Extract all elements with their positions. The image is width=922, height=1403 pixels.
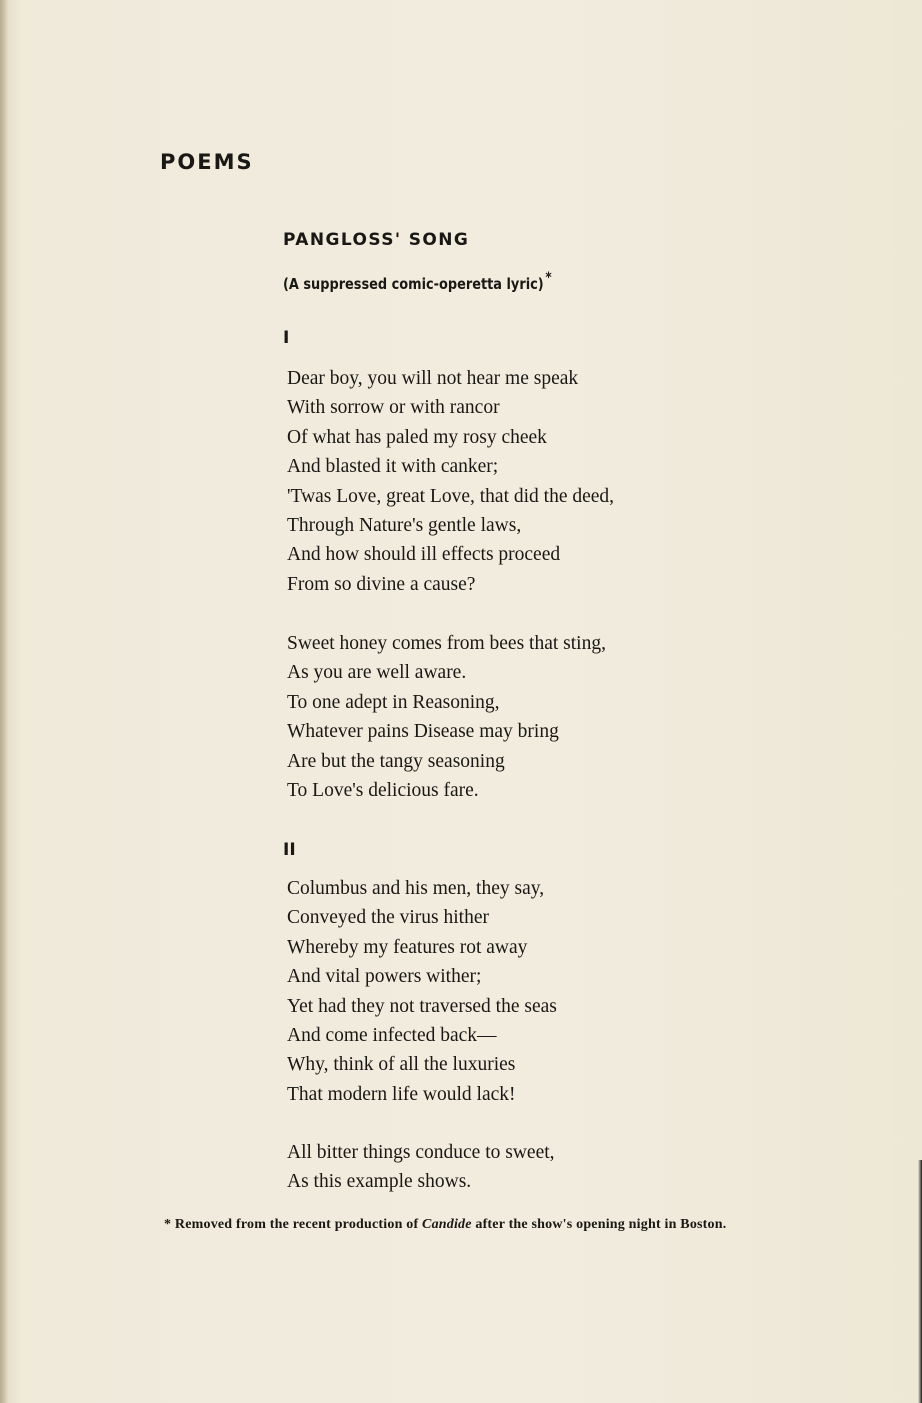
poem-line: To one adept in Reasoning, bbox=[287, 691, 500, 713]
stanza-2 bbox=[287, 629, 606, 805]
poem-line: Of what has paled my rosy cheek bbox=[287, 426, 547, 448]
footnote-italic-title: Candide bbox=[422, 1217, 472, 1232]
poem-line: Whereby my features rot away bbox=[287, 936, 528, 958]
footnote-reference-mark: * bbox=[545, 270, 552, 286]
poem-line: Are but the tangy seasoning bbox=[287, 750, 505, 772]
poem-line: And come infected back— bbox=[287, 1025, 497, 1047]
spine-shadow bbox=[0, 0, 8, 1403]
poem-line: And how should ill effects proceed bbox=[287, 544, 561, 566]
part-numeral-1: I bbox=[283, 328, 290, 348]
poem-line: And blasted it with canker; bbox=[287, 456, 499, 478]
page-edge-shadow bbox=[918, 1160, 922, 1403]
poem-line: Why, think of all the luxuries bbox=[287, 1054, 516, 1076]
poem-line: Through Nature's gentle laws, bbox=[287, 515, 522, 537]
footnote-text: Removed from the recent production of bbox=[174, 1217, 419, 1232]
poem-title: PANGLOSS' SONG bbox=[283, 230, 470, 250]
poem-line: 'Twas Love, great Love, that did the deed, bbox=[287, 485, 615, 507]
poem-line: Sweet honey comes from bees that sting, bbox=[287, 633, 606, 654]
poem-line: Conveyed the virus hither bbox=[287, 907, 489, 929]
poem-subtitle-text: (A suppressed comic-operetta lyric) bbox=[283, 275, 544, 293]
poem-line: All bitter things conduce to sweet, bbox=[287, 1142, 555, 1163]
footnote bbox=[164, 1215, 868, 1234]
footnote-mark: * bbox=[164, 1217, 172, 1232]
poem-subtitle bbox=[283, 270, 552, 293]
stanza-1 bbox=[287, 364, 614, 599]
poem-line: And vital powers wither; bbox=[287, 966, 482, 988]
part-numeral-2: II bbox=[283, 840, 296, 860]
poem-line: As this example shows. bbox=[287, 1171, 472, 1193]
stanza-3 bbox=[287, 874, 557, 1109]
poem-line: As you are well aware. bbox=[287, 662, 467, 684]
poem-line: Dear boy, you will not hear me speak bbox=[287, 368, 579, 389]
footnote-text-end: after the show's opening night in Boston. bbox=[475, 1217, 727, 1232]
poem-line: To Love's delicious fare. bbox=[287, 780, 479, 802]
poem-line: With sorrow or with rancor bbox=[287, 397, 500, 419]
stanza-4 bbox=[287, 1138, 555, 1197]
poem-line: Columbus and his men, they say, bbox=[287, 878, 545, 899]
poem-line: Yet had they not traversed the seas bbox=[287, 995, 557, 1017]
poem-line: Whatever pains Disease may bring bbox=[287, 721, 559, 743]
poem-line: That modern life would lack! bbox=[287, 1083, 516, 1105]
section-title: POEMS bbox=[160, 150, 254, 174]
poem-line: From so divine a cause? bbox=[287, 573, 476, 595]
